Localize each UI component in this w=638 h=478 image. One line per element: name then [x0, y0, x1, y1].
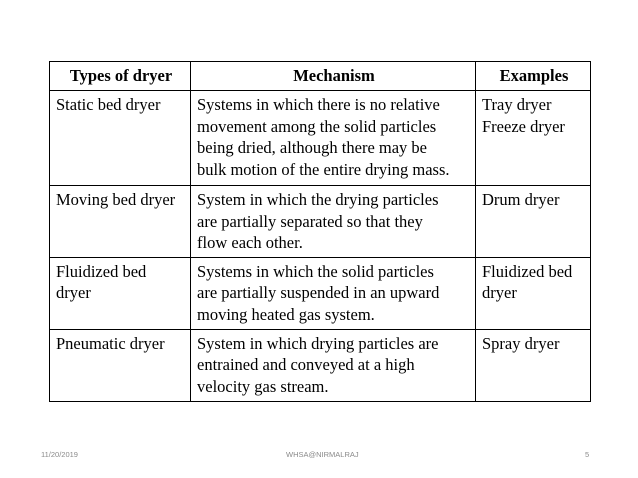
cell-mechanism [191, 257, 476, 329]
header-types-of-dryer: Types of dryer [50, 62, 191, 91]
cell-mechanism [191, 329, 476, 401]
cell-text: Drum dryer [482, 190, 560, 209]
cell-text: System in which drying particles are [197, 333, 439, 353]
cell-text: moving heated gas system. [197, 304, 375, 324]
cell-text: movement among the solid particles [197, 116, 437, 136]
cell-text: Spray dryer [482, 333, 560, 353]
table-row [50, 329, 591, 401]
header-mechanism: Mechanism [191, 62, 476, 91]
cell-text: flow each other. [197, 233, 303, 252]
cell-dryer-type [50, 257, 191, 329]
cell-text: Systems in which there is no relative [197, 95, 440, 114]
table-row [50, 91, 591, 186]
cell-examples [476, 91, 591, 186]
table-row [50, 186, 591, 258]
cell-dryer-type [50, 186, 191, 258]
cell-text: are partially suspended in an upward [197, 283, 440, 302]
cell-text: Fluidized bed [56, 261, 147, 281]
table-header-row [50, 62, 591, 91]
cell-text: dryer [482, 283, 517, 302]
cell-text: are partially separated so that they [197, 211, 423, 231]
cell-text: being dried, although there may be [197, 138, 428, 157]
footer-date: 11/20/2019 [41, 450, 78, 459]
cell-text: Static bed dryer [56, 95, 161, 114]
cell-text: Fluidized bed [482, 261, 573, 281]
cell-examples [476, 186, 591, 258]
cell-text: Freeze dryer [482, 116, 565, 136]
cell-mechanism [191, 91, 476, 186]
cell-text: Moving bed dryer [56, 190, 176, 209]
dryer-types-table [49, 61, 591, 402]
cell-text: entrained and conveyed at a high [197, 355, 415, 374]
cell-text: velocity gas stream. [197, 376, 329, 396]
cell-dryer-type [50, 329, 191, 401]
cell-text: Systems in which the solid particles [197, 261, 434, 281]
cell-mechanism [191, 186, 476, 258]
cell-text: dryer [56, 283, 91, 302]
cell-text: Tray dryer [482, 95, 552, 114]
cell-text: System in which the drying particles [197, 190, 439, 209]
cell-dryer-type [50, 91, 191, 186]
header-examples: Examples [476, 62, 591, 91]
cell-text: bulk motion of the entire drying mass. [197, 159, 450, 179]
cell-examples [476, 329, 591, 401]
page-number: 5 [585, 450, 590, 459]
footer-author: WHSA@NIRMALRAJ [286, 450, 359, 459]
cell-examples [476, 257, 591, 329]
table-row [50, 257, 591, 329]
cell-text: Pneumatic dryer [56, 333, 165, 353]
